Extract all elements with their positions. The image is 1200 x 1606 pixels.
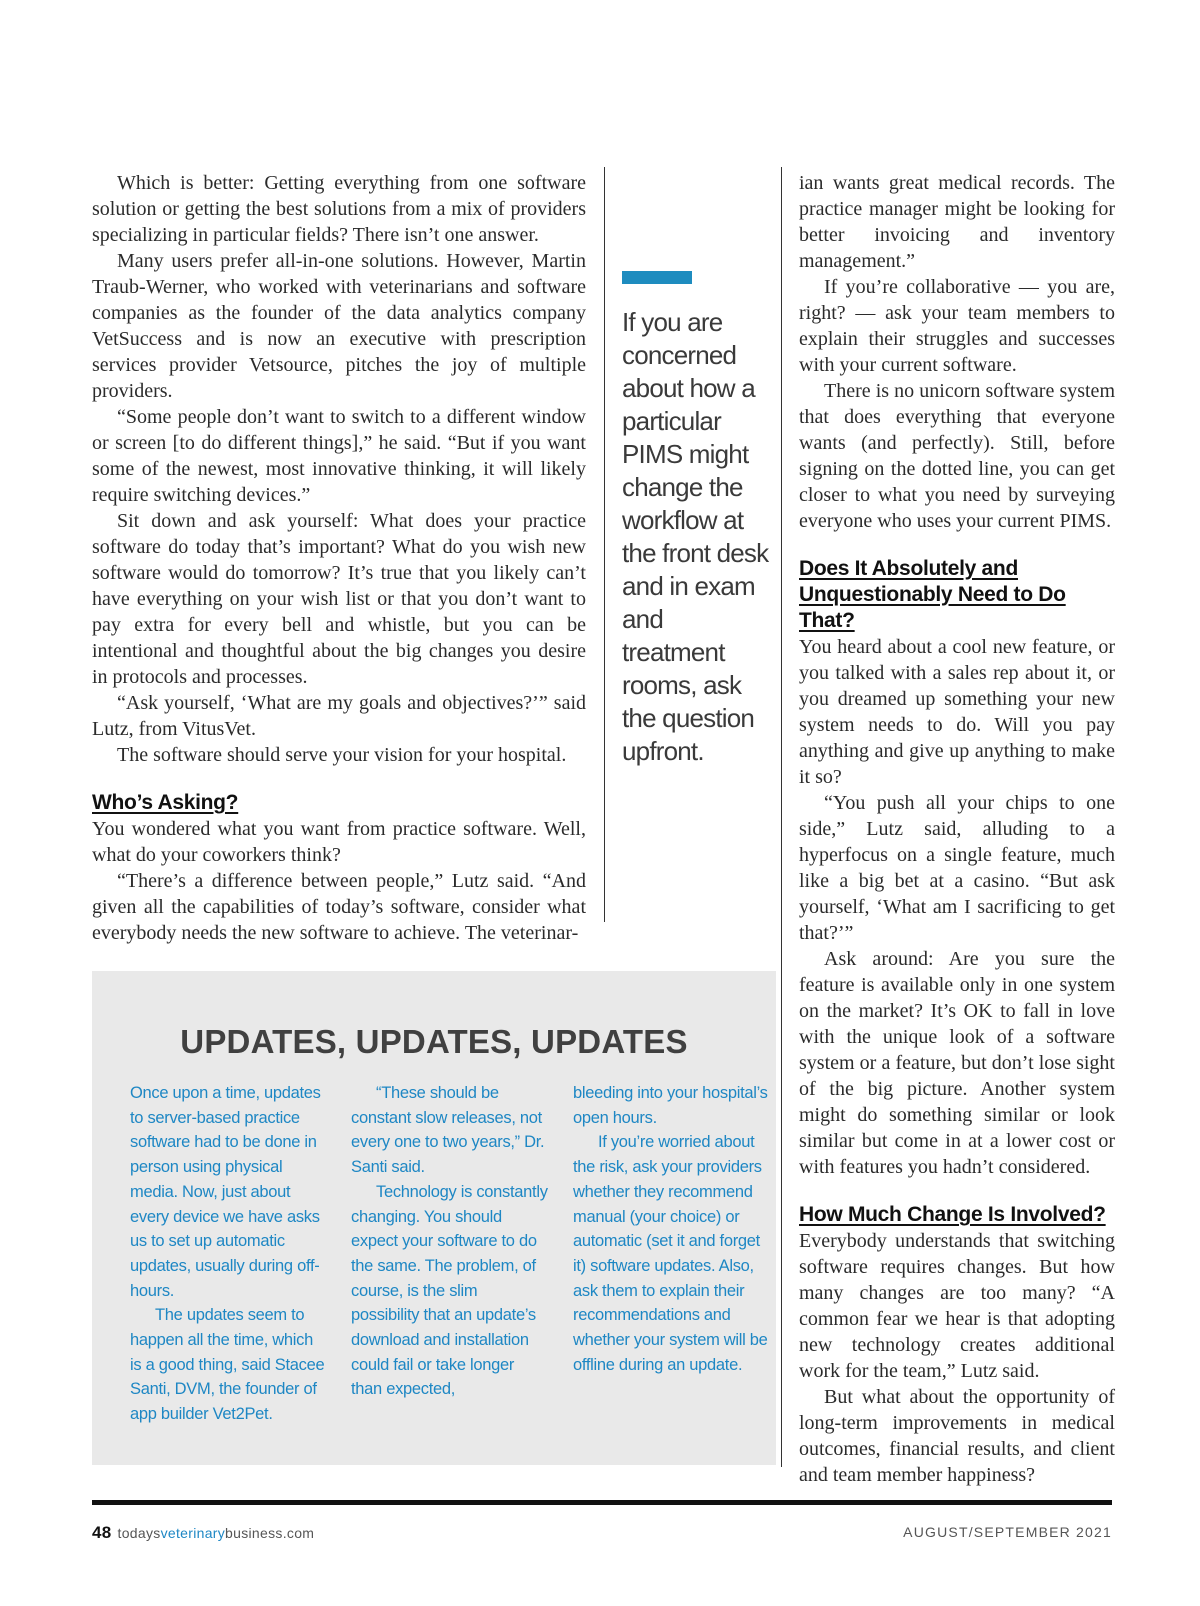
sidebar-paragraph: Technology is constantly changing. You should expect your software to do the same. The problem, of course, is the slim possibility that an update’s download and installation could fail or take longer than expected, xyxy=(351,1182,548,1399)
sidebar-column-2 xyxy=(351,1081,549,1402)
paragraph: There is no unicorn software system that does everything that everyone wants (and perfectly). Still, before signing on the dotted line, you can get closer to what you need by surveying everyone who uses your current PIMS. xyxy=(799,380,1115,532)
issue-date: AUGUST/SEPTEMBER 2021 xyxy=(903,1524,1112,1540)
section-heading-how-much-change: How Much Change Is Involved? xyxy=(799,1203,1106,1226)
sidebar-paragraph: Once upon a time, updates to server-based practice software had to be done in person using physical media. Now, just about every device we have asks us to set up automatic updates, usually during off-hours. xyxy=(130,1084,321,1300)
paragraph: But what about the opportunity of long-term improvements in medical outcomes, financial results, and client and team member happiness? xyxy=(799,1386,1115,1486)
pull-quote: If you are concerned about how a particular PIMS might change the workflow at the front desk and in exam and treatment rooms, ask the question upfront. xyxy=(622,307,769,766)
paragraph: “Some people don’t want to switch to a different window or screen [to do different things],” he said. “But if you want some of the newest, most innovative thinking, it will likely require switching devices.” xyxy=(92,406,586,506)
paragraph: Sit down and ask yourself: What does your practice software do today that’s important? What do you wish new software would do tomorrow? It’s true that you likely can’t have everything on your wish list or that you don’t want to pay extra for every bell and whistle, but you can be intentional and thoughtful about the big changes you desire in protocols and processes. xyxy=(92,510,586,688)
paragraph: “There’s a difference between people,” Lutz said. “And given all the capabilities of today’s software, consider what everybody needs the new software to achieve. The veterinar- xyxy=(92,870,586,944)
paragraph: You heard about a cool new feature, or you talked with a sales rep about it, or you dreamed up something your new system needs to do. Will you pay anything and give up anything to make it so? xyxy=(799,636,1115,788)
sidebar-paragraph: “These should be constant slow releases, not every one to two years,” Dr. Santi said. xyxy=(351,1084,545,1177)
paragraph: Ask around: Are you sure the feature is available only in one system on the market? It’s OK to fall in love with the unique look of a software system or a feature, but don’t lose sight of the big picture. Another system might do something similar or look similar but come in at a lower cost or with features you hadn’t considered. xyxy=(799,948,1115,1178)
paragraph: Many users prefer all-in-one solutions. However, Martin Traub-Werner, who worked with veterinarians and software companies as the founder of the data analytics company VetSuccess and is now an executive with prescription services provider Vetsource, pitches the joy of multiple providers. xyxy=(92,250,586,402)
sidebar-box-updates xyxy=(92,971,776,1465)
section-heading-whos-asking: Who’s Asking? xyxy=(92,791,239,814)
pull-quote-accent-bar xyxy=(622,271,692,284)
paragraph: Which is better: Getting everything from one software solution or getting the best solutions from a mix of providers specializing in particular fields? There isn’t one answer. xyxy=(92,172,586,246)
column-divider-left xyxy=(604,167,605,922)
footer-rule xyxy=(92,1500,1112,1505)
paragraph: If you’re collaborative — you are, right? — ask your team members to explain their struggles and successes with your current software. xyxy=(799,276,1115,376)
section-heading-does-it-need: Does It Absolutely and Unquestionably Need to Do That? xyxy=(799,557,1066,632)
right-article-column xyxy=(799,170,1115,1488)
column-divider-right xyxy=(781,167,782,1467)
sidebar-column-3 xyxy=(573,1081,771,1377)
paragraph: ian wants great medical records. The practice manager might be looking for better invoicing and inventory management.” xyxy=(799,172,1115,272)
paragraph: “Ask yourself, ‘What are my goals and objectives?’” said Lutz, from VitusVet. xyxy=(92,692,586,740)
sidebar-title: UPDATES, UPDATES, UPDATES xyxy=(180,1023,688,1060)
paragraph: “You push all your chips to one side,” Lutz said, alluding to a hyperfocus on a single feature, much like a big bet at a casino. “But ask yourself, ‘What am I sacrificing to get that?’” xyxy=(799,792,1115,944)
footer-left xyxy=(92,1523,314,1543)
paragraph: The software should serve your vision for your hospital. xyxy=(117,744,567,766)
sidebar-paragraph: The updates seem to happen all the time, which is a good thing, said Stacee Santi, DVM, the founder of app builder Vet2Pet. xyxy=(130,1306,325,1424)
paragraph: You wondered what you want from practice software. Well, what do your coworkers think? xyxy=(92,818,586,866)
sidebar-paragraph: bleeding into your hospital’s open hours. xyxy=(573,1084,768,1127)
site-url-accent: veterinary xyxy=(160,1525,226,1541)
site-url-suffix: business.com xyxy=(225,1525,315,1541)
paragraph: Everybody understands that switching software requires changes. But how many changes are too many? “A common fear we hear is that adopting new technology creates additional work for the team,” Lutz said. xyxy=(799,1230,1115,1382)
site-url-prefix: todays xyxy=(117,1525,161,1541)
sidebar-column-1 xyxy=(130,1081,328,1427)
page-number: 48 xyxy=(92,1523,112,1542)
sidebar-paragraph: If you’re worried about the risk, ask your providers whether they recommend manual (your choice) or automatic (set it and forget it) software updates. Also, ask them to explain their recommendations and whether your system will be offline during an update. xyxy=(573,1133,768,1374)
left-article-column xyxy=(92,170,586,946)
